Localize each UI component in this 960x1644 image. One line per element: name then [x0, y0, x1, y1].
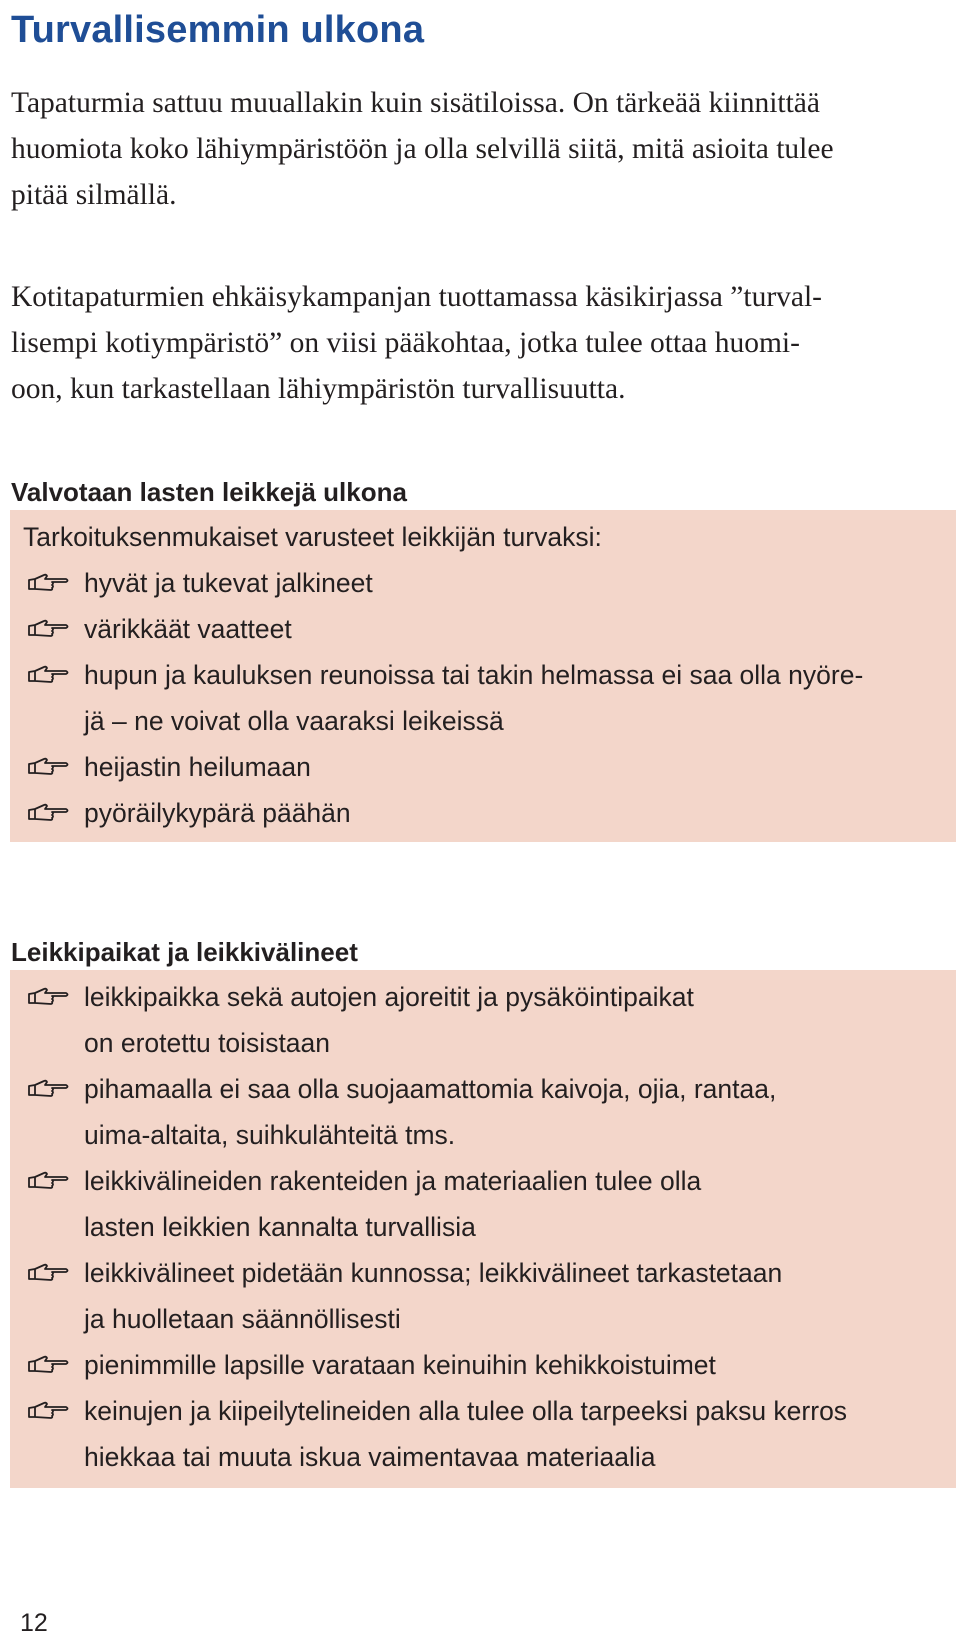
pointing-hand-icon: [26, 1078, 70, 1100]
pointing-hand-icon: [26, 1262, 70, 1284]
pointing-hand-icon: [26, 1400, 70, 1422]
campaign-line: oon, kun tarkastellaan lähiympäristön turvallisuutta.: [11, 373, 626, 405]
list-item-text: hupun ja kauluksen reunoissa tai takin helmassa ei saa olla nyöre-: [84, 660, 864, 690]
list-item-text: hiekkaa tai muuta iskua vaimentavaa materiaalia: [84, 1442, 656, 1472]
intro-paragraph: [11, 80, 956, 218]
list-item-text: heijastin heilumaan: [84, 752, 311, 782]
pointing-hand-icon: [26, 1170, 70, 1192]
page-title: Turvallisemmin ulkona: [11, 9, 425, 51]
intro-line: Tapaturmia sattuu muuallakin kuin sisätiloissa. On tärkeää kiinnittää: [11, 87, 820, 119]
list-item-text: pyöräilykypärä päähän: [84, 798, 351, 828]
page-number: 12: [20, 1609, 48, 1637]
pointing-hand-icon: [26, 756, 70, 778]
list-item-text: leikkivälineet pidetään kunnossa; leikkivälineet tarkastetaan: [84, 1258, 783, 1288]
list-item-text: uima-altaita, suihkulähteitä tms.: [84, 1120, 456, 1150]
intro-line: pitää silmällä.: [11, 179, 177, 211]
list-item-text: ja huolletaan säännöllisesti: [84, 1304, 401, 1334]
pointing-hand-icon: [26, 802, 70, 824]
list-item-text: keinujen ja kiipeilytelineiden alla tulee olla tarpeeksi paksu kerros: [84, 1396, 848, 1426]
pointing-hand-icon: [26, 618, 70, 640]
list-item-text: pihamaalla ei saa olla suojaamattomia kaivoja, ojia, rantaa,: [84, 1074, 777, 1104]
pointing-hand-icon: [26, 986, 70, 1008]
campaign-paragraph: [11, 274, 956, 412]
list-item-text: lasten leikkien kannalta turvallisia: [84, 1212, 476, 1242]
campaign-line: Kotitapaturmien ehkäisykampanjan tuottamassa käsikirjassa ”turval-: [11, 281, 823, 313]
pointing-hand-icon: [26, 572, 70, 594]
list-item-text: pienimmille lapsille varataan keinuihin kehikkoistuimet: [84, 1350, 716, 1380]
list-item-text: värikkäät vaatteet: [84, 614, 292, 644]
playgrounds-box: [10, 970, 956, 1488]
box-intro-text: Tarkoituksenmukaiset varusteet leikkijän turvaksi:: [23, 522, 602, 552]
pointing-hand-icon: [26, 1354, 70, 1376]
list-item-text: on erotettu toisistaan: [84, 1028, 331, 1058]
intro-line: huomiota koko lähiympäristöön ja olla selvillä siitä, mitä asioita tulee: [11, 133, 834, 165]
campaign-line: lisempi kotiympäristö” on viisi pääkohtaa, jotka tulee ottaa huomi-: [11, 327, 800, 359]
section-heading-playgrounds: Leikkipaikat ja leikkivälineet: [11, 937, 358, 967]
section-heading-outdoor-play: Valvotaan lasten leikkejä ulkona: [11, 477, 407, 507]
list-item-text: hyvät ja tukevat jalkineet: [84, 568, 373, 598]
outdoor-play-box: [10, 510, 956, 842]
pointing-hand-icon: [26, 664, 70, 686]
list-item-text: leikkipaikka sekä autojen ajoreitit ja pysäköintipaikat: [84, 982, 694, 1012]
list-item-text: leikkivälineiden rakenteiden ja materiaalien tulee olla: [84, 1166, 702, 1196]
list-item-text: jä – ne voivat olla vaaraksi leikeissä: [84, 706, 504, 736]
